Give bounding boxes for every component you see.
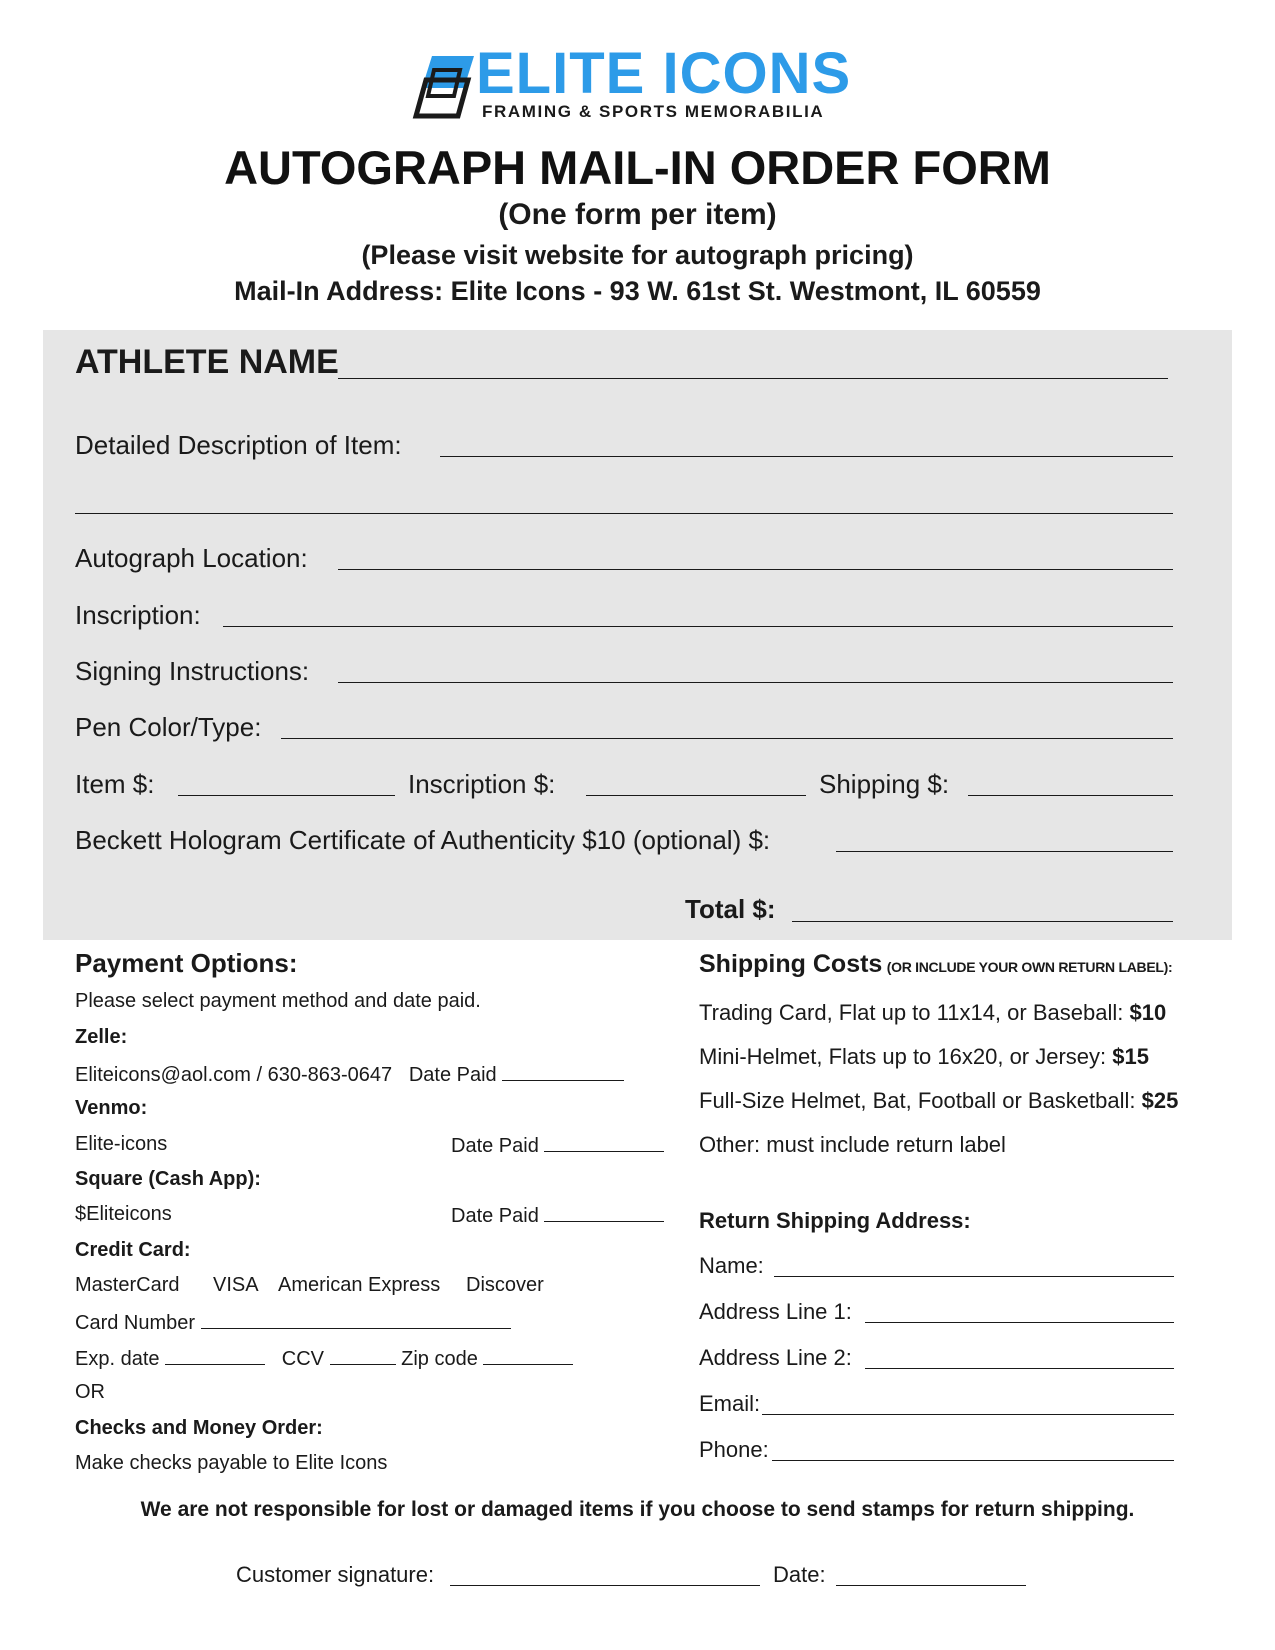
zip-code-label: Zip code <box>401 1348 478 1370</box>
return-name-label: Name: <box>699 1253 764 1278</box>
or-separator: OR <box>75 1381 105 1403</box>
payment-options-heading: Payment Options: <box>75 948 298 978</box>
venmo-date-paid-field[interactable] <box>544 1133 664 1152</box>
inscription-price-label: Inscription $: <box>408 769 556 799</box>
return-phone-label: Phone: <box>699 1437 769 1462</box>
athlete-name-label: ATHLETE NAME <box>75 343 339 381</box>
venmo-date-paid-label: Date Paid <box>451 1135 539 1157</box>
form-title: AUTOGRAPH MAIL-IN ORDER FORM <box>224 141 1051 194</box>
shipping-rate-price: $15 <box>1112 1044 1149 1069</box>
description-label: Detailed Description of Item: <box>75 430 402 460</box>
ccv-field[interactable] <box>330 1346 396 1365</box>
shipping-rate-row <box>699 1088 1178 1114</box>
logo-brand-name: ELITE ICONS <box>476 41 852 106</box>
item-price-label: Item $: <box>75 769 155 799</box>
card-number-label: Card Number <box>75 1312 196 1334</box>
zelle-detail: Eliteicons@aol.com / 630-863-0647 <box>75 1064 393 1086</box>
return-email-field[interactable] <box>762 1414 1174 1415</box>
athlete-name-field[interactable] <box>338 378 1168 379</box>
liability-disclaimer: We are not responsible for lost or damaged items if you choose to send stamps for return shipping. <box>140 1498 1135 1521</box>
venmo-label: Venmo: <box>75 1097 148 1119</box>
zelle-label: Zelle: <box>75 1026 128 1048</box>
checks-label: Checks and Money Order: <box>75 1417 323 1439</box>
pen-color-field[interactable] <box>281 738 1173 739</box>
card-type-mastercard[interactable]: MasterCard <box>75 1274 180 1296</box>
shipping-rate-desc: Mini-Helmet, Flats up to 16x20, or Jersey: <box>699 1044 1107 1069</box>
total-field[interactable] <box>792 921 1173 922</box>
description-field-line-2[interactable] <box>75 513 1173 514</box>
autograph-location-field[interactable] <box>338 569 1173 570</box>
shipping-rate-desc: Full-Size Helmet, Bat, Football or Basketball: <box>699 1088 1136 1113</box>
autograph-location-label: Autograph Location: <box>75 543 308 573</box>
inscription-price-field[interactable] <box>586 795 806 796</box>
inscription-field[interactable] <box>223 626 1173 627</box>
square-date-paid-label: Date Paid <box>451 1205 539 1227</box>
card-type-discover[interactable]: Discover <box>466 1274 544 1296</box>
shipping-rate-desc: Trading Card, Flat up to 11x14, or Baseball: <box>699 1000 1124 1025</box>
zelle-date-paid-field[interactable] <box>502 1062 624 1081</box>
form-subtitle-pricing: (Please visit website for autograph pricing) <box>361 240 914 270</box>
shipping-costs-note: (OR INCLUDE YOUR OWN RETURN LABEL): <box>886 959 1173 975</box>
company-logo <box>412 41 872 124</box>
shipping-costs-heading <box>699 950 1172 979</box>
exp-date-field[interactable] <box>165 1346 265 1365</box>
return-name-field[interactable] <box>774 1276 1174 1277</box>
shipping-price-label: Shipping $: <box>819 769 950 799</box>
shipping-costs-title: Shipping Costs <box>699 950 883 978</box>
card-details-row <box>75 1346 573 1371</box>
beckett-coa-field[interactable] <box>836 851 1173 852</box>
zip-code-field[interactable] <box>483 1346 573 1365</box>
zelle-row <box>75 1062 624 1087</box>
card-type-amex[interactable]: American Express <box>278 1274 441 1296</box>
return-phone-field[interactable] <box>772 1460 1174 1461</box>
pen-color-label: Pen Color/Type: <box>75 712 262 742</box>
venmo-handle: Elite-icons <box>75 1133 168 1155</box>
signature-date-label: Date: <box>773 1562 826 1587</box>
shipping-rate-price: $25 <box>1141 1088 1179 1113</box>
exp-date-label: Exp. date <box>75 1348 160 1370</box>
return-email-label: Email: <box>699 1391 761 1416</box>
zelle-date-paid-label: Date Paid <box>408 1064 497 1086</box>
card-type-visa[interactable]: VISA <box>213 1274 259 1296</box>
shipping-price-field[interactable] <box>968 795 1173 796</box>
ccv-label: CCV <box>281 1348 324 1370</box>
item-price-field[interactable] <box>178 795 395 796</box>
shipping-rate-row <box>699 1044 1149 1070</box>
description-field-line-1[interactable] <box>440 456 1173 457</box>
return-address1-field[interactable] <box>865 1322 1174 1323</box>
card-number-field[interactable] <box>201 1310 511 1329</box>
shipping-rate-row <box>699 1000 1166 1026</box>
card-number-row <box>75 1310 511 1335</box>
payment-instructions: Please select payment method and date paid. <box>75 990 481 1012</box>
form-subtitle-one-per-item: (One form per item) <box>498 198 777 231</box>
venmo-date-paid <box>451 1133 664 1158</box>
return-address-heading: Return Shipping Address: <box>699 1208 971 1233</box>
return-address2-field[interactable] <box>865 1368 1174 1369</box>
shipping-rate-price: $10 <box>1129 1000 1167 1025</box>
square-date-paid <box>451 1203 664 1228</box>
shipping-other-note: Other: must include return label <box>699 1132 1006 1157</box>
inscription-label: Inscription: <box>75 600 201 630</box>
signature-field[interactable] <box>450 1585 760 1586</box>
signing-instructions-field[interactable] <box>338 682 1173 683</box>
mail-in-address: Mail-In Address: Elite Icons - 93 W. 61st St. Westmont, IL 60559 <box>234 276 1041 306</box>
signature-date-field[interactable] <box>836 1585 1026 1586</box>
return-address1-label: Address Line 1: <box>699 1299 852 1324</box>
beckett-coa-label: Beckett Hologram Certificate of Authenticity $10 (optional) $: <box>75 825 771 855</box>
total-label: Total $: <box>685 894 776 924</box>
logo-tagline: FRAMING & SPORTS MEMORABILIA <box>482 102 825 121</box>
checks-detail: Make checks payable to Elite Icons <box>75 1452 388 1474</box>
logo-mark-icon <box>412 50 482 122</box>
return-address2-label: Address Line 2: <box>699 1345 852 1370</box>
signing-instructions-label: Signing Instructions: <box>75 656 310 686</box>
credit-card-label: Credit Card: <box>75 1239 191 1261</box>
signature-label: Customer signature: <box>236 1562 435 1587</box>
square-date-paid-field[interactable] <box>544 1203 664 1222</box>
square-handle: $Eliteicons <box>75 1203 172 1225</box>
square-label: Square (Cash App): <box>75 1168 261 1190</box>
